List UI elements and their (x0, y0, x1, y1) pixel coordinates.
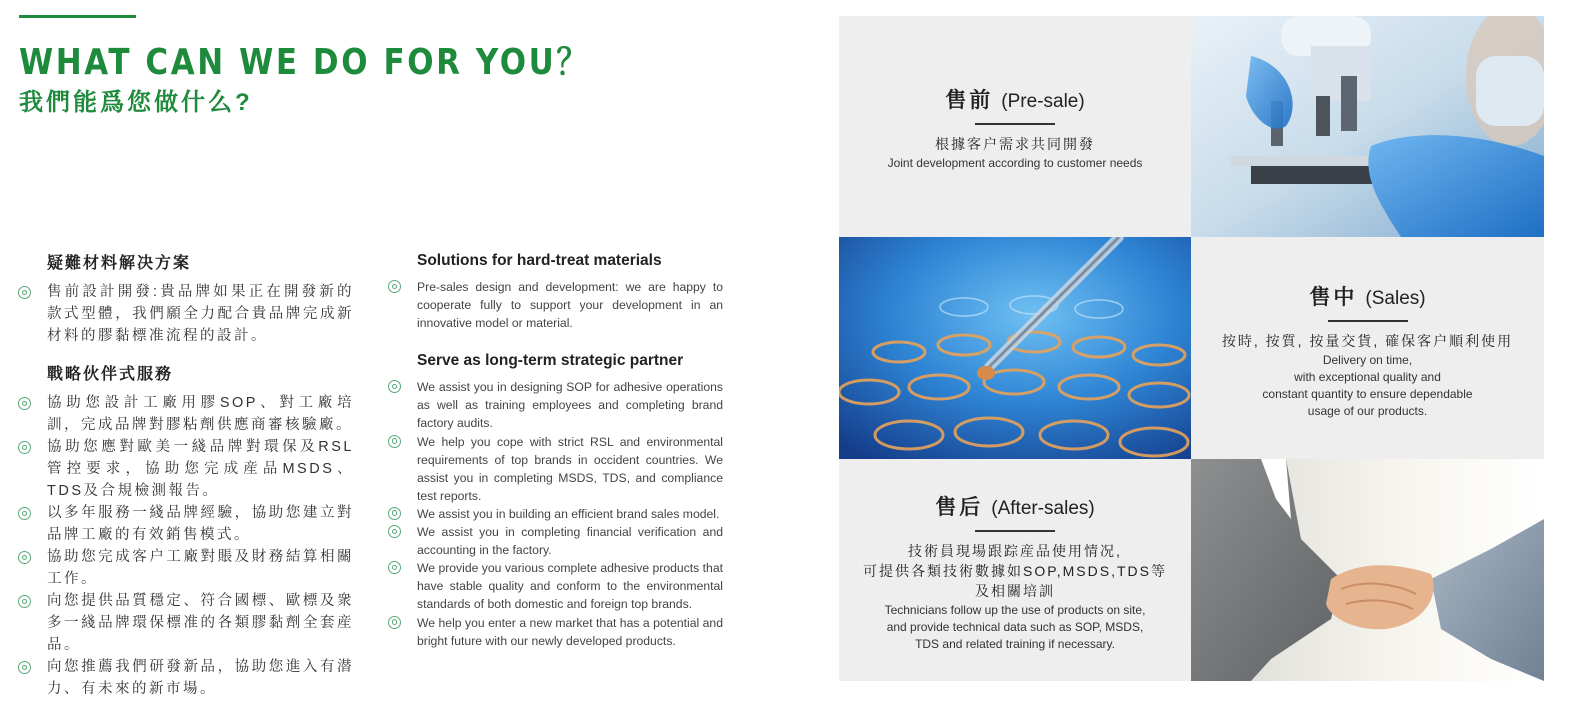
section-heading: 戰略伙伴式服務 (47, 366, 174, 383)
presale-desc-en: Joint development according to customer needs (887, 155, 1143, 170)
list-item: 協助您設計工廠用膠SOP、對工廠培訓，完成品牌對膠粘劑供應商審核驗廠。 (18, 392, 354, 436)
bullet-list (388, 378, 723, 649)
divider (975, 530, 1055, 532)
bullet-ring-icon (388, 616, 401, 629)
aftersales-title: 售后 (After-sales) (935, 496, 1095, 519)
bullet-ring-icon (388, 435, 401, 448)
section-partner-zh (18, 361, 354, 700)
bullet-ring-icon (388, 507, 401, 520)
section-heading: Solutions for hard-treat materials (417, 252, 662, 269)
bullet-ring-icon (18, 661, 31, 674)
list-item: 售前設計開發:貴品牌如果正在開發新的款式型體，我們願全力配合貴品牌完成新材料的膠黏標准流程的設計。 (18, 281, 354, 347)
presale-panel (839, 16, 1191, 237)
list-item: We assist you in completing financial verification and accounting in the factory. (388, 523, 723, 559)
sales-panel (1191, 237, 1544, 459)
list-item: Pre-sales design and development: we are happy to cooperate fully to support your development in an innovative model or material. (388, 278, 723, 332)
bullet-ring-icon (18, 441, 31, 454)
list-item: We assist you in building an efficient brand sales model. (388, 505, 723, 523)
list-item: 協助您應對歐美一綫品牌對環保及RSL管控要求，協助您完成産品MSDS、TDS及合規檢測報告。 (18, 436, 354, 502)
divider (975, 123, 1055, 125)
bullet-list (388, 278, 723, 332)
list-item: We assist you in designing SOP for adhesive operations as well as training employees and completing brand factory audits. (388, 378, 723, 432)
bullet-ring-icon (388, 280, 401, 293)
sales-desc-en: Delivery on time, with exceptional quality and constant quantity to ensure dependable usage of our products. (1262, 352, 1473, 418)
bullet-ring-icon (18, 507, 31, 520)
english-column (388, 252, 723, 670)
section-heading: 疑難材料解决方案 (47, 255, 192, 272)
bullet-ring-icon (388, 561, 401, 574)
list-item: 向您提供品質穩定、符合國標、歐標及衆多一綫品牌環保標准的各類膠黏劑全套産品。 (18, 590, 354, 656)
microscope-photo (1191, 16, 1544, 237)
bullet-list (18, 392, 354, 700)
page-title-zh: 我們能爲您做什么? (19, 89, 253, 116)
bullet-ring-icon (18, 595, 31, 608)
service-grid (839, 16, 1544, 681)
list-item: 協助您完成客户工廠對賬及財務結算相關工作。 (18, 546, 354, 590)
bullet-ring-icon (388, 380, 401, 393)
bullet-ring-icon (388, 525, 401, 538)
section-materials-en (388, 252, 723, 332)
aftersales-desc-zh: 技術員現場跟踪産品使用情况, 可提供各類技術數據如SOP,MSDS,TDS等 及相關培訓 (863, 542, 1167, 599)
section-partner-en (388, 352, 723, 649)
list-item: We help you cope with strict RSL and environmental requirements of top brands in occident countries. We assist you in completing MSDS, TDS, and compliance test reports. (388, 433, 723, 505)
bullet-ring-icon (18, 551, 31, 564)
list-item: 向您推薦我們研發新品，協助您進入有潜力、有未來的新市場。 (18, 656, 354, 700)
divider (1328, 320, 1408, 322)
presale-title: 售前 (Pre-sale) (945, 89, 1085, 112)
page-title-en: WHAT CAN WE DO FOR YOU？ (19, 42, 590, 83)
section-materials-zh (18, 250, 354, 347)
aftersales-panel (839, 459, 1191, 681)
sales-desc-zh: 按時, 按質, 按量交貨, 確保客户順利使用 (1221, 332, 1514, 349)
sales-title: 售中 (Sales) (1309, 286, 1426, 309)
chinese-column (18, 250, 354, 714)
section-heading: Serve as long-term strategic partner (417, 352, 684, 370)
presale-desc-zh: 根據客户需求共同開發 (935, 135, 1095, 152)
bullet-ring-icon (18, 397, 31, 410)
handshake-photo (1191, 459, 1544, 681)
header-accent-line (19, 15, 136, 18)
list-item: We help you enter a new market that has a potential and bright future with our newly developed products. (388, 614, 723, 650)
bullet-ring-icon (18, 286, 31, 299)
test-tubes-photo (839, 237, 1191, 458)
aftersales-desc-en: Technicians follow up the use of products on site, and provide technical data such as SOP, MSDS, TDS and related training if necessary. (884, 602, 1146, 651)
list-item: We provide you various complete adhesive products that have stable quality and conform to the environmental standards of both domestic and foreign top brands. (388, 559, 723, 613)
bullet-list (18, 281, 354, 347)
list-item: 以多年服務一綫品牌經驗，協助您建立對品牌工廠的有效銷售模式。 (18, 502, 354, 546)
